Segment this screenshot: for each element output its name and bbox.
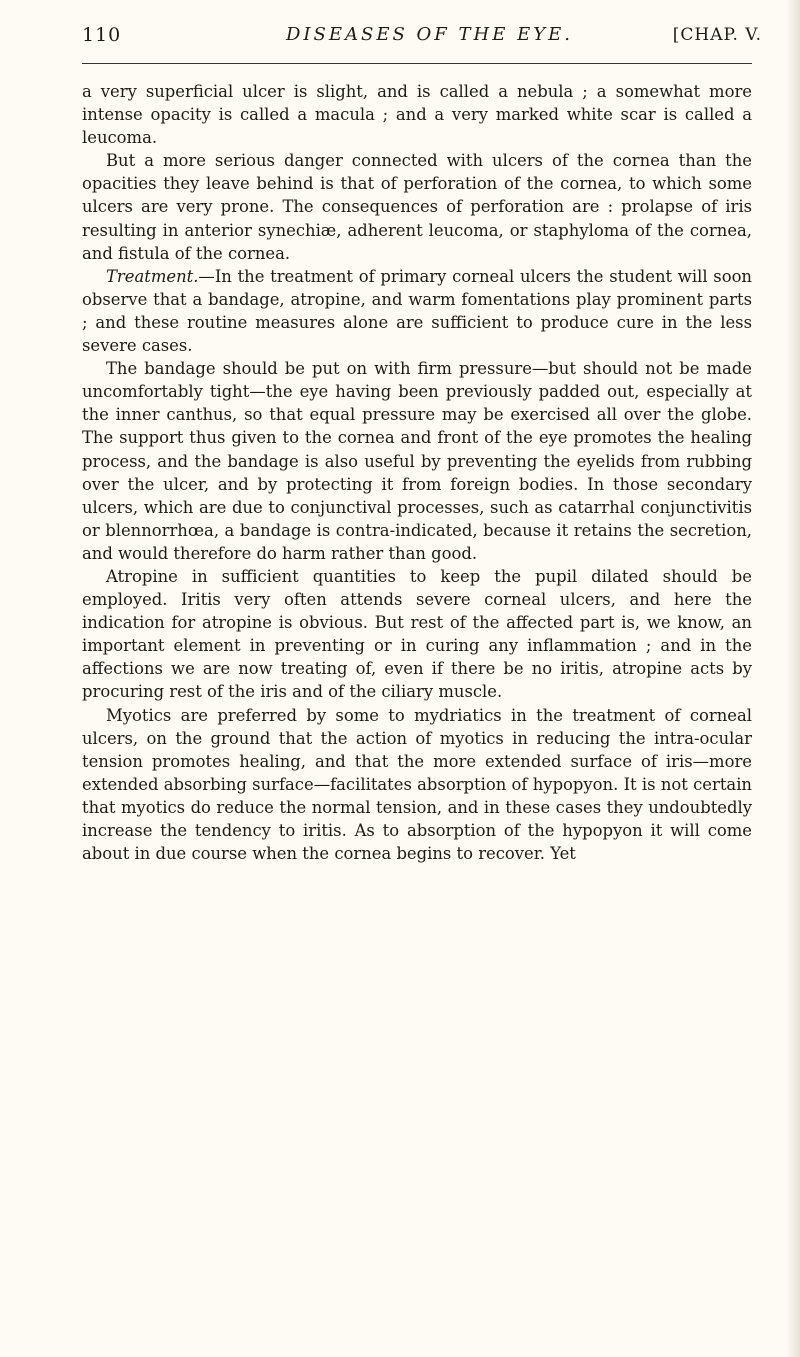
body-text bbox=[82, 80, 752, 865]
paragraph-2: But a more serious danger connected with ulcers of the cornea than the opacities they leave behind is that of perforation of the cornea, to which some ulcers are very prone. The consequences of perforation are : prolapse of iris resulting in anterior synechiæ, adherent leucoma, or staphyloma of the cornea, and fistula of the cornea. bbox=[82, 151, 752, 263]
header-rule bbox=[82, 63, 752, 64]
paragraph-3-text: —In the treatment of primary corneal ulcers the student will soon observe that a bandage, atropine, and warm fomentations play prominent parts ; and these routine measures alone are sufficient to produce cure in the less severe cases. bbox=[82, 266, 752, 356]
paragraph-6: Myotics are preferred by some to mydriatics in the treatment of corneal ulcers, on the ground that the action of myotics in reducing the intra-ocular tension promotes healing, and that the more extended surface of iris—more extended absorbing surface—facilitates absorption of hypopyon. It is not certain that myotics do reduce the normal tension, and in these cases they undoubtedly increase the tendency to iritis. As to absorption of the hypopyon it will come about in due course when the cornea begins to recover. Yet bbox=[82, 705, 752, 864]
chapter-label: [CHAP. V. bbox=[672, 25, 762, 45]
running-title: DISEASES OF THE EYE. bbox=[286, 24, 573, 45]
paragraph-3 bbox=[82, 265, 752, 357]
paragraph-5: Atropine in sufficient quantities to keep the pupil dilated should be employed. Iritis very often attends severe corneal ulcers, and here the indication for atropine is obvious. But rest of the affected part is, we know, an important element in preventing or in curing any inflammation ; and in the affections we are now treating of, even if there be no iritis, atropine acts by procuring rest of the iris and of the ciliary muscle. bbox=[82, 566, 752, 702]
treatment-heading: Treatment. bbox=[106, 266, 199, 286]
paragraph-4: The bandage should be put on with firm pressure—but should not be made uncomfortably tight—the eye having been previously padded out, especially at the inner canthus, so that equal pressure may be exercised all over the globe. The support thus given to the cornea and front of the eye promotes the healing process, and the bandage is also useful by preventing the eyelids from rubbing over the ulcer, and by protecting it from foreign bodies. In those secondary ulcers, which are due to conjunctival processes, such as catarrhal conjunctivitis or blennorrhœa, a bandage is contra-indicated, because it retains the secretion, and would therefore do harm rather than good. bbox=[82, 359, 752, 563]
page-header bbox=[82, 24, 762, 54]
page-number: 110 bbox=[82, 24, 122, 46]
page-edge-shadow bbox=[786, 0, 800, 1357]
paragraph-1: a very superficial ulcer is slight, and is called a nebula ; a somewhat more intense opacity is called a macula ; and a very marked white scar is called a leucoma. bbox=[82, 82, 752, 148]
